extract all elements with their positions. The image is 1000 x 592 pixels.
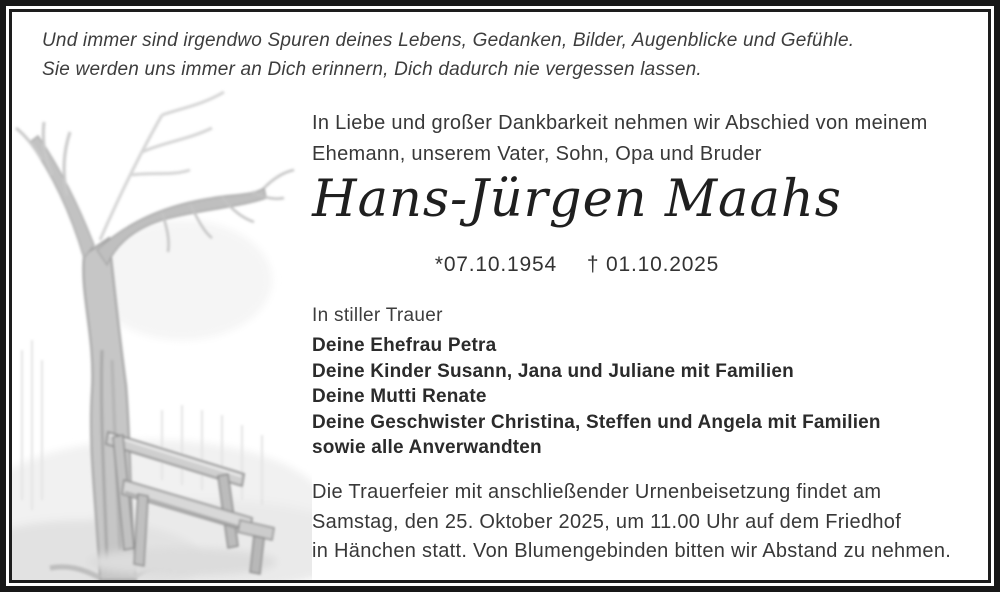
- introduction-line2: Ehemann, unserem Vater, Sohn, Opa und Bruder: [312, 143, 762, 165]
- mourning-header: In stiller Trauer: [312, 305, 443, 326]
- mourner-line: sowie alle Anverwandten: [312, 437, 542, 458]
- funeral-line1: Die Trauerfeier mit anschließender Urnenbeisetzung findet am: [312, 481, 882, 503]
- notice-inner-frame: [9, 9, 991, 583]
- death-date: † 01.10.2025: [586, 253, 720, 276]
- birth-date: *07.10.1954: [434, 253, 557, 276]
- mourner-line: Deine Ehefrau Petra: [312, 335, 497, 356]
- introduction-line1: In Liebe und großer Dankbarkeit nehmen wir Abschied von meinem: [312, 112, 928, 134]
- funeral-line2: Samstag, den 25. Oktober 2025, um 11.00 Uhr auf dem Friedhof: [312, 510, 902, 533]
- funeral-line3: in Hänchen statt. Von Blumengebinden bitten wir Abstand zu nehmen.: [312, 540, 952, 562]
- notice-frame-gap: [6, 6, 994, 586]
- mourner-line: Deine Geschwister Christina, Steffen und Angela mit Familien: [312, 411, 881, 433]
- introduction-text: [312, 108, 928, 170]
- memorial-quote-line2: Sie werden uns immer an Dich erinnern, Dich dadurch nie vergessen lassen.: [42, 59, 702, 80]
- memorial-quote-line1: Und immer sind irgendwo Spuren deines Lebens, Gedanken, Bilder, Augenblicke und Gefühle.: [42, 30, 855, 51]
- life-dates: [307, 253, 847, 277]
- obituary-notice: [12, 12, 988, 580]
- funeral-details: [312, 478, 951, 567]
- tree-bench-sketch-icon: [12, 80, 312, 580]
- mourner-line: Deine Kinder Susann, Jana und Juliane mit Familien: [312, 360, 794, 382]
- deceased-name: Hans-Jürgen Maahs: [312, 170, 842, 229]
- memorial-quote: [42, 26, 854, 84]
- mourner-line: Deine Mutti Renate: [312, 386, 487, 407]
- mourners-list: [312, 333, 881, 461]
